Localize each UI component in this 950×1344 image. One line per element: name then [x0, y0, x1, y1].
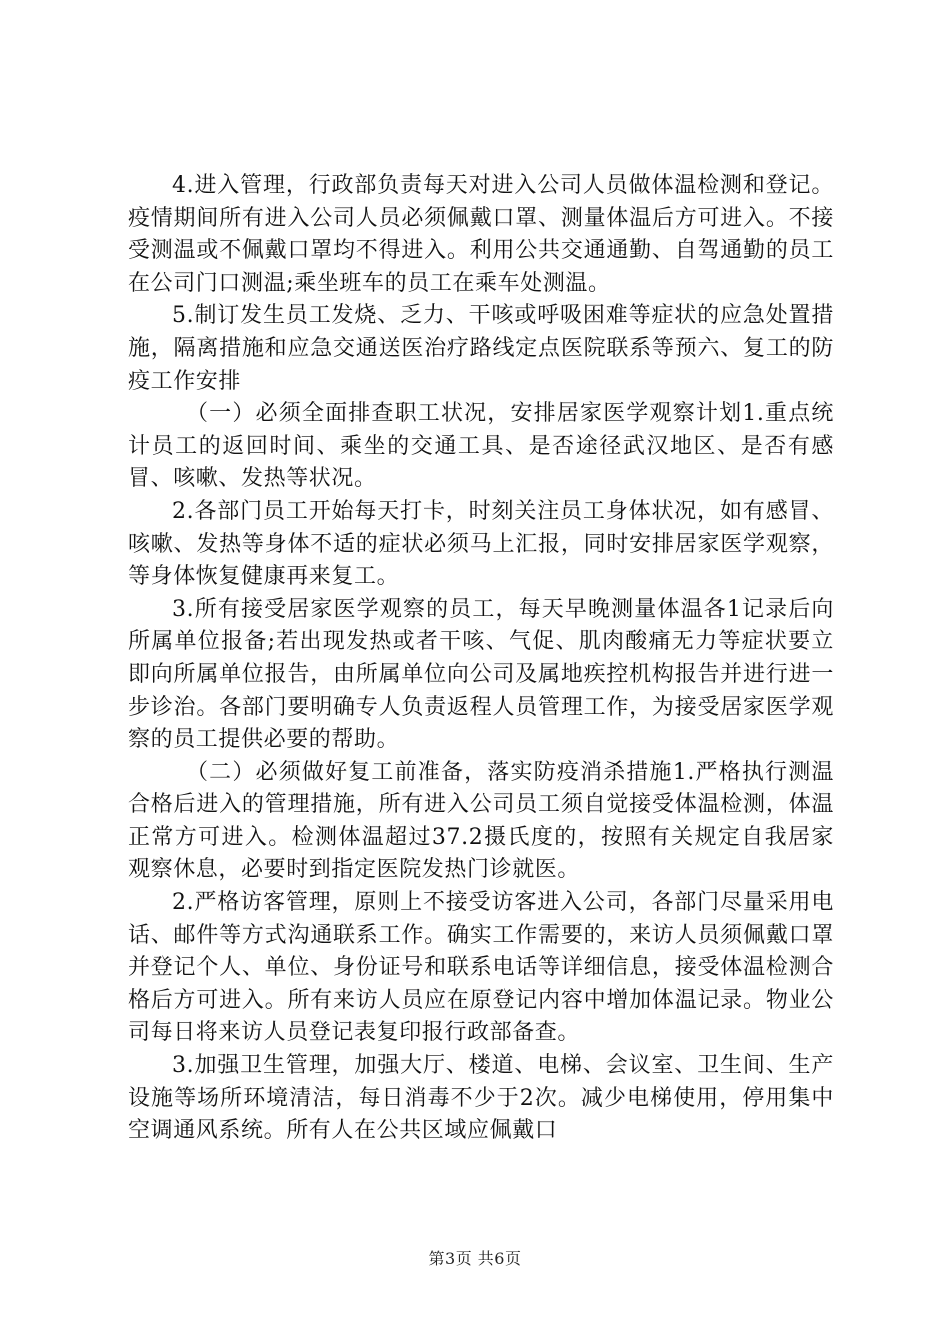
paragraph-section-one: （一）必须全面排查职工状况，安排居家医学观察计划1.重点统计员工的返回时间、乘坐的交通工具、是否途径武汉地区、是否有感冒、咳嗽、发热等状况。 — [128, 401, 834, 492]
paragraph-section-two: （二）必须做好复工前准备，落实防疫消杀措施1.严格执行测温合格后进入的管理措施，所有进入公司员工须自觉接受体温检测，体温正常方可进入。检测体温超过37.2摄氏度的，按照有关规定自我居家观察休息，必要时到指定医院发热门诊就医。 — [128, 759, 834, 883]
page-number-footer: 第3页 共6页 — [428, 1249, 522, 1268]
paragraph-home-observation: 3.所有接受居家医学观察的员工，每天早晚测量体温各1记录后向所属单位报备;若出现发热或者干咳、气促、肌肉酸痛无力等症状要立即向所属单位报告，由所属单位向公司及属地疾控机构报告并进行进一步诊治。各部门要明确专人负责返程人员管理工作，为接受居家医学观察的员工提供必要的帮助。 — [128, 596, 834, 753]
paragraph-emergency-measures: 5.制订发生员工发烧、乏力、干咳或呼吸困难等症状的应急处置措施，隔离措施和应急交通送医治疗路线定点医院联系等预六、复工的防疫工作安排 — [128, 303, 834, 394]
paragraph-hygiene-management: 3.加强卫生管理，加强大厅、楼道、电梯、会议室、卫生间、生产设施等场所环境清洁，每日消毒不少于2次。减少电梯使用，停用集中空调通风系统。所有人在公共区域应佩戴口 — [128, 1053, 834, 1144]
paragraph-daily-checkin: 2.各部门员工开始每天打卡，时刻关注员工身体状况，如有感冒、咳嗽、发热等身体不适的症状必须马上汇报，同时安排居家医学观察，等身体恢复健康再来复工。 — [128, 498, 834, 590]
paragraph-entry-management: 4.进入管理，行政部负责每天对进入公司人员做体温检测和登记。疫情期间所有进入公司人员必须佩戴口罩、测量体温后方可进入。不接受测温或不佩戴口罩均不得进入。利用公共交通通勤、自驾通勤的员工在公司门口测温;乘坐班车的员工在乘车处测温。 — [128, 173, 834, 296]
document-body — [128, 170, 834, 1148]
paragraph-visitor-management: 2.严格访客管理，原则上不接受访客进入公司，各部门尽量采用电话、邮件等方式沟通联系工作。确实工作需要的，来访人员须佩戴口罩并登记个人、单位、身份证号和联系电话等详细信息，接受体温检测合格后方可进入。所有来访人员应在原登记内容中增加体温记录。物业公司每日将来访人员登记表复印报行政部备查。 — [128, 890, 834, 1046]
